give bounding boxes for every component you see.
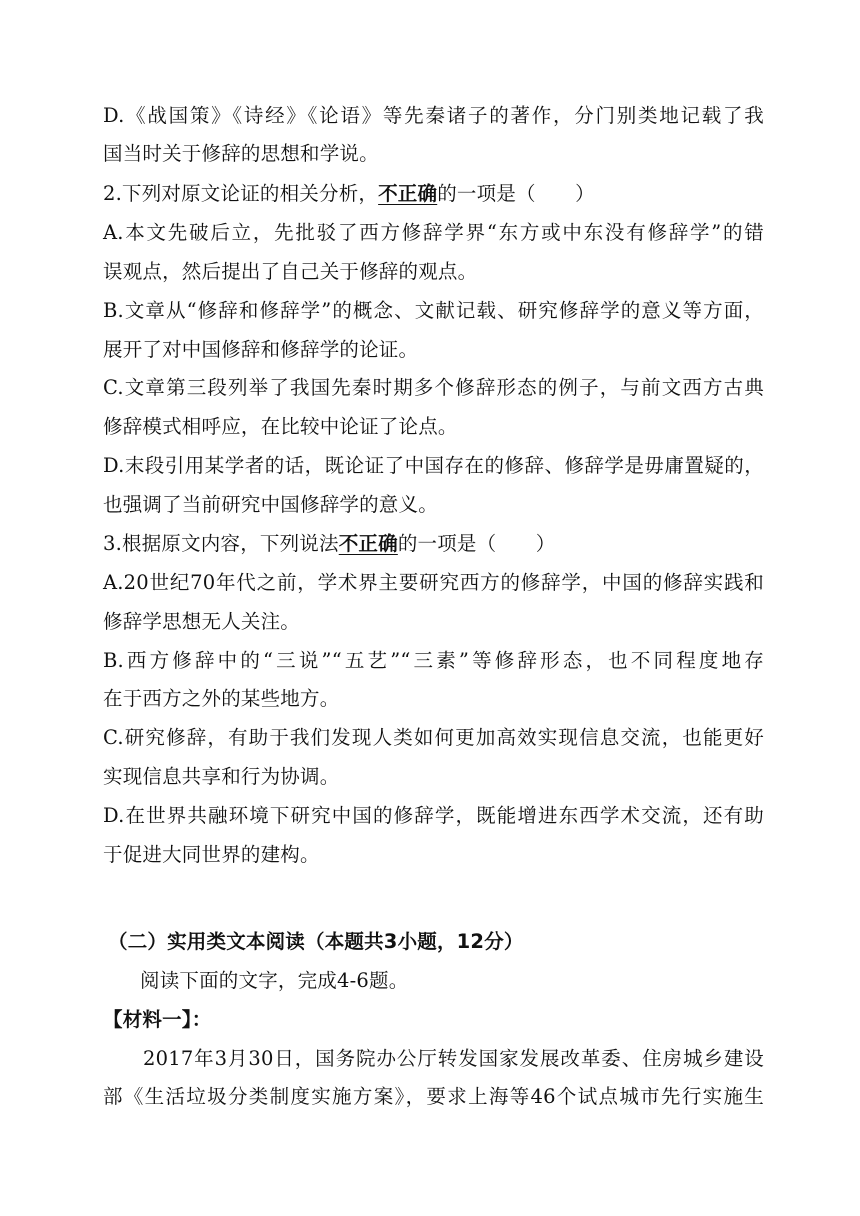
q3-option-a-line1: A.20世纪70年代之前，学术界主要研究西方的修辞学，中国的修辞实践和 [103,571,764,594]
q2-stem-pre: 2.下列对原文论证的相关分析， [103,182,379,205]
q2-option-c-line2: 修辞模式相呼应，在比较中论证了论点。 [103,415,458,438]
q3-stem [103,530,764,558]
material-paragraph-line2: 部《生活垃圾分类制度实施方案》，要求上海等46个试点城市先行实施生 [103,1085,764,1108]
q3-option-b-line2: 在于西方之外的某些地方。 [103,687,340,710]
material-label: 【材料一】： [103,1008,212,1031]
material-paragraph-line1: 2017年3月30日，国务院办公厅转发国家发展改革委、住房城乡建设 [143,1047,764,1070]
q2-stem-key: 不正确 [378,182,438,205]
q3-option-d-line1: D.在世界共融环境下研究中国的修辞学，既能增进东西学术交流，还有助 [103,804,764,827]
q3-stem-pre: 3.根据原文内容，下列说法 [103,532,339,555]
q3-stem-post: 的一项是（ ） [397,532,556,555]
q3-option-c-line1: C.研究修辞，有助于我们发现人类如何更加高效实现信息交流，也能更好 [103,726,764,749]
q3-option-b-line1: B.西方修辞中的“三说”“五艺”“三素”等修辞形态，也不同程度地存 [103,649,764,672]
q2-option-b-line2: 展开了对中国修辞和修辞学的论证。 [103,338,419,361]
q2-option-d-line2: 也强调了当前研究中国修辞学的意义。 [103,493,438,516]
q2-option-b-line1: B.文章从“修辞和修辞学”的概念、文献记载、研究修辞学的意义等方面， [103,299,764,322]
q3-option-d-line2: 于促进大同世界的建构。 [103,843,320,866]
q2-option-c-line1: C.文章第三段列举了我国先秦时期多个修辞形态的例子，与前文西方古典 [103,376,764,399]
q2-option-a-line2: 误观点，然后提出了自己关于修辞的观点。 [103,260,478,283]
q2-option-d-line1: D.末段引用某学者的话，既论证了中国存在的修辞、修辞学是毋庸置疑的， [103,454,764,477]
q2-option-a-line1: A.本文先破后立，先批驳了西方修辞学界“东方或中东没有修辞学”的错 [103,221,764,244]
q2-stem [103,180,764,208]
q1-option-d-line1: D.《战国策》《诗经》《论语》等先秦诸子的著作，分门别类地记载了我 [103,104,764,127]
q3-option-c-line2: 实现信息共享和行为协调。 [103,765,340,788]
section-heading: （二）实用类文本阅读（本题共3小题，12分） [108,930,524,953]
q3-option-a-line2: 修辞学思想无人关注。 [103,610,301,633]
q1-option-d-line2: 国当时关于修辞的思想和学说。 [103,142,379,165]
q3-stem-key: 不正确 [338,532,398,555]
reading-instruction: 阅读下面的文字，完成4-6题。 [140,969,409,992]
q2-stem-post: 的一项是（ ） [437,182,595,205]
